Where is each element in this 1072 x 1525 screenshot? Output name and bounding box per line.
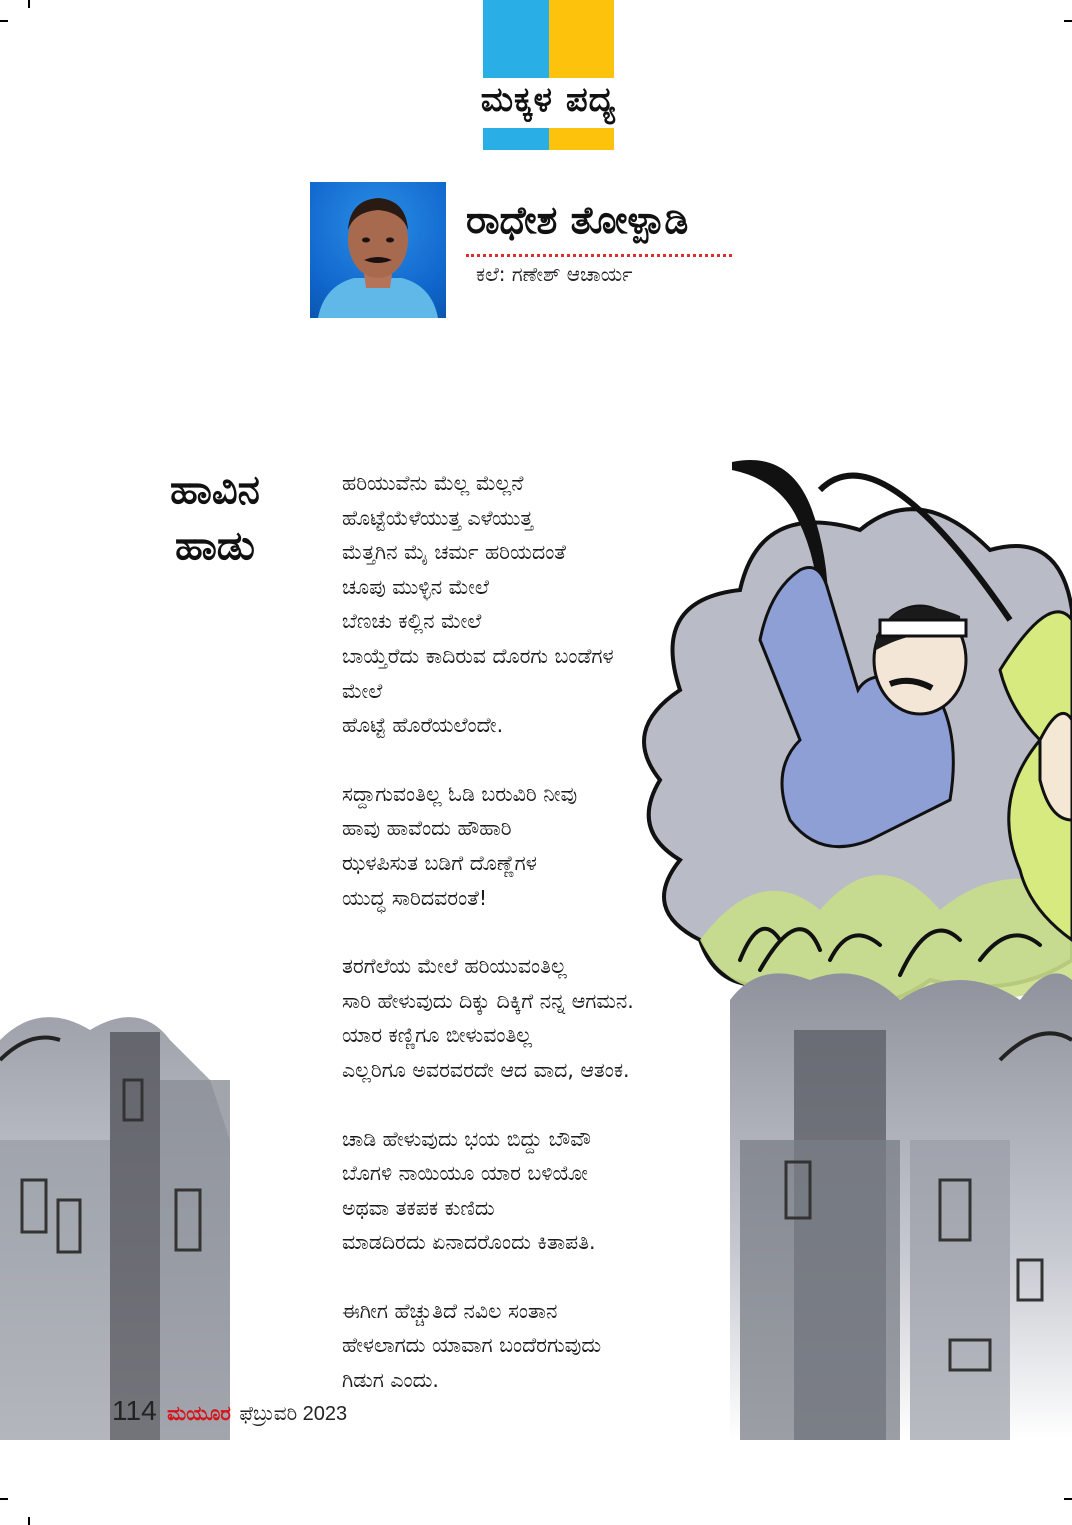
poem-line: ಎಲ್ಲರಿಗೂ ಅವರವರದೇ ಆದ ವಾದ, ಆತಂಕ. (342, 1057, 630, 1082)
author-photo (310, 182, 446, 318)
crop-mark (0, 1498, 8, 1500)
poem-line: ಅಥವಾ ತಕಪಕ ಕುಣಿದು (342, 1195, 495, 1220)
poem-line: ಗಿಡುಗ ಎಂದು. (342, 1368, 439, 1393)
magazine-name: ಮಯೂರ (167, 1403, 231, 1425)
stanza (342, 466, 762, 743)
crop-mark (1064, 1498, 1072, 1500)
crop-mark (1064, 20, 1072, 22)
stanza (342, 777, 762, 915)
poem-line: ಯುದ್ಧ ಸಾರಿದವರಂತೆ! (342, 885, 488, 910)
poem-title (130, 462, 300, 574)
stanza (342, 1122, 762, 1260)
stanza (342, 949, 762, 1087)
poem-line: ಸದ್ದಾಗುವಂತಿಲ್ಲ ಓಡಿ ಬರುವಿರಿ ನೀವು (342, 781, 578, 806)
poem-body (342, 466, 762, 1432)
poem-line: ಚಾಡಿ ಹೇಳುವುದು ಭಯ ಬಿದ್ದು ಬೌವೌ (342, 1126, 592, 1151)
poem-line: ಚೂಪು ಮುಳ್ಳಿನ ಮೇಲೆ (342, 574, 489, 599)
section-badge (480, 0, 617, 150)
poem-line: ಬೆಣಚು ಕಲ್ಲಿನ ಮೇಲೆ (342, 609, 482, 634)
poem-line: ಹೊಟ್ಟೆಯೆಳೆಯುತ್ತ ಎಳೆಯುತ್ತ (342, 505, 534, 530)
poem-line: ಸಾರಿ ಹೇಳುವುದು ದಿಕ್ಕು ದಿಕ್ಕಿಗೆ ನನ್ನ ಆಗಮನ. (342, 988, 634, 1013)
issue-date: ಫೆಬ್ರುವರಿ 2023 (239, 1403, 348, 1425)
poem-line: ಹಾವು ಹಾವೆಂದು ಹೌಹಾರಿ (342, 816, 512, 841)
poem-line: ಯಾರ ಕಣ್ಣಿಗೂ ಬೀಳುವಂತಿಲ್ಲ (342, 1023, 533, 1048)
section-title: ಮಕ್ಕಳ ಪದ್ಯ (480, 80, 617, 120)
art-credit: ಕಲೆ: ಗಣೇಶ್ ಆಚಾರ್ಯ (476, 262, 633, 286)
poem-line: ಹೇಳಲಾಗದು ಯಾವಾಗ ಬಂದೆರಗುವುದು (342, 1333, 602, 1358)
crop-mark (28, 0, 30, 8)
poem-line: ಮಾಡದಿರದು ಏನಾದರೊಂದು ಕಿತಾಪತಿ. (342, 1230, 596, 1255)
page-folio (112, 1395, 347, 1427)
poem-line: ತರಗೆಲೆಯ ಮೇಲೆ ಹರಿಯುವಂತಿಲ್ಲ (342, 954, 567, 979)
poem-line: ಬೊಗಳಿ ನಾಯಿಯೂ ಯಾರ ಬಳಿಯೋ (342, 1161, 588, 1186)
crop-mark (0, 20, 8, 22)
poem-line: ಹೊಟ್ಟೆ ಹೊರೆಯಲೆಂದೇ. (342, 713, 504, 738)
page-number: 114 (112, 1395, 157, 1426)
poem-line: ಮೆತ್ತಗಿನ ಮೈ ಚರ್ಮ ಹರಿಯದಂತೆ (342, 540, 566, 565)
poem-line: ಹರಿಯುವೆನು ಮೆಲ್ಲ ಮೆಲ್ಲನೆ (342, 471, 524, 495)
poem-line: ಮೇಲೆ (342, 678, 383, 703)
crop-mark (28, 1517, 30, 1525)
stanza (342, 1294, 762, 1398)
poem-line: ಝಳಪಿಸುತ ಬಡಿಗೆ ದೊಣ್ಣೆಗಳ (342, 850, 537, 875)
dotted-rule (466, 254, 732, 257)
poem-title-line-2: ಹಾಡು (174, 523, 256, 569)
author-name: ರಾಧೇಶ ತೋಳ್ಪಾಡಿ (466, 198, 689, 242)
poem-line: ಈಗೀಗ ಹೆಚ್ಚುತಿದೆ ನವಿಲ ಸಂತಾನ (342, 1298, 558, 1323)
poem-line: ಬಾಯ್ತೆರೆದು ಕಾದಿರುವ ದೊರಗು ಬಂಡೆಗಳ (342, 643, 614, 668)
poem-title-line-1: ಹಾವಿನ (170, 467, 260, 513)
